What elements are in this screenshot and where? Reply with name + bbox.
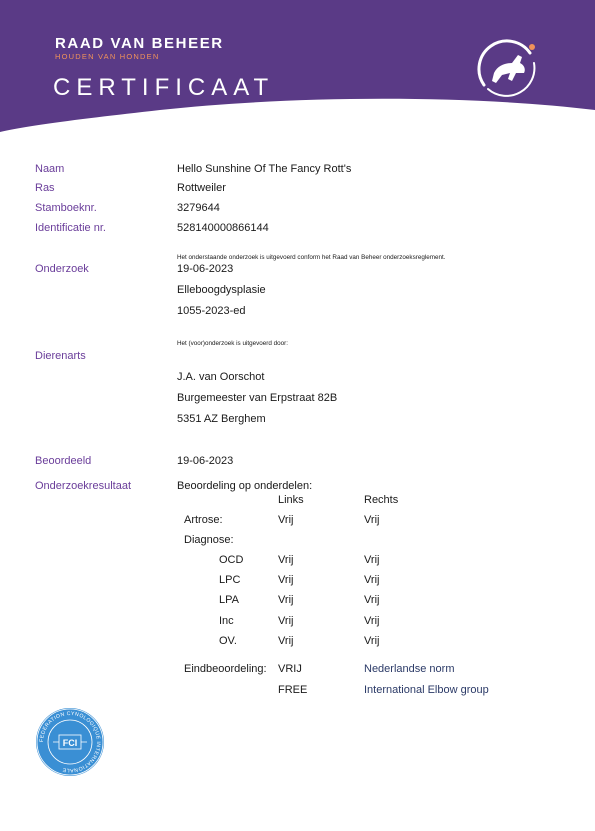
exam-number: 1055-2023-ed (177, 305, 246, 317)
vet-label: Dierenarts (35, 350, 86, 362)
diagnosis-row-label: Inc (219, 615, 234, 627)
exam-date: 19-06-2023 (177, 263, 234, 275)
diagnosis-row-right: Vrij (364, 594, 380, 606)
page-title: CERTIFICAAT (53, 74, 275, 101)
diagnosis-row-right: Vrij (364, 574, 380, 586)
diagnosis-row-label: OCD (219, 554, 244, 566)
studbook-label: Stamboeknr. (35, 202, 97, 214)
final-standard: International Elbow group (364, 684, 489, 696)
certificate-header (0, 0, 595, 140)
diagnosis-row-label: LPC (219, 574, 241, 586)
diagnosis-row-right: Vrij (364, 554, 380, 566)
dog-name: Hello Sunshine Of The Fancy Rott's (177, 163, 352, 175)
brand-tagline: HOUDEN VAN HONDEN (55, 52, 160, 61)
judged-date: 19-06-2023 (177, 455, 234, 467)
name-label: Naam (35, 163, 65, 175)
diagnosis-row-right: Vrij (364, 615, 380, 627)
artrose-left: Vrij (278, 514, 294, 526)
diagnose-label: Diagnose: (184, 534, 234, 546)
result-heading: Beoordeling op onderdelen: (177, 480, 313, 492)
diagnosis-row-label: LPA (219, 594, 239, 606)
vet-name: J.A. van Oorschot (177, 371, 265, 383)
column-right-header: Rechts (364, 494, 399, 506)
diagnosis-row-left: Vrij (278, 594, 294, 606)
breed-value: Rottweiler (177, 182, 226, 194)
breed-label: Ras (35, 182, 55, 194)
final-standard: Nederlandse norm (364, 663, 455, 675)
artrose-label: Artrose: (184, 514, 223, 526)
diagnosis-row-left: Vrij (278, 574, 294, 586)
final-grade: VRIJ (278, 663, 302, 675)
fci-seal-icon (35, 707, 105, 777)
diagnosis-row-left: Vrij (278, 635, 294, 647)
vet-note: Het (voor)onderzoek is uitgevoerd door: (177, 340, 288, 347)
vet-street: Burgemeester van Erpstraat 82B (177, 392, 338, 404)
dog-jumping-hoop-icon (472, 33, 542, 103)
diagnosis-row-label: OV. (219, 635, 237, 647)
brand-name: RAAD VAN BEHEER (55, 35, 224, 52)
column-left-header: Links (278, 494, 304, 506)
exam-type: Elleboogdysplasie (177, 284, 266, 296)
artrose-right: Vrij (364, 514, 380, 526)
judged-label: Beoordeeld (35, 455, 92, 467)
result-label: Onderzoekresultaat (35, 480, 131, 492)
diagnosis-row-right: Vrij (364, 635, 380, 647)
vet-city: 5351 AZ Berghem (177, 413, 266, 425)
fci-seal-center: FCI (62, 738, 78, 748)
exam-note: Het onderstaande onderzoek is uitgevoerd conform het Raad van Beheer onderzoeksreglement. (177, 254, 446, 261)
id-label: Identificatie nr. (35, 222, 106, 234)
final-label: Eindbeoordeling: (184, 663, 267, 675)
svg-text:FEDERATION CYNOLOGIQUE INTERNA: FEDERATION CYNOLOGIQUE INTERNATIONALE (38, 710, 102, 774)
diagnosis-row-left: Vrij (278, 554, 294, 566)
studbook-value: 3279644 (177, 202, 220, 214)
diagnosis-row-left: Vrij (278, 615, 294, 627)
exam-label: Onderzoek (35, 263, 89, 275)
final-grade: FREE (278, 684, 308, 696)
id-value: 528140000866144 (177, 222, 269, 234)
